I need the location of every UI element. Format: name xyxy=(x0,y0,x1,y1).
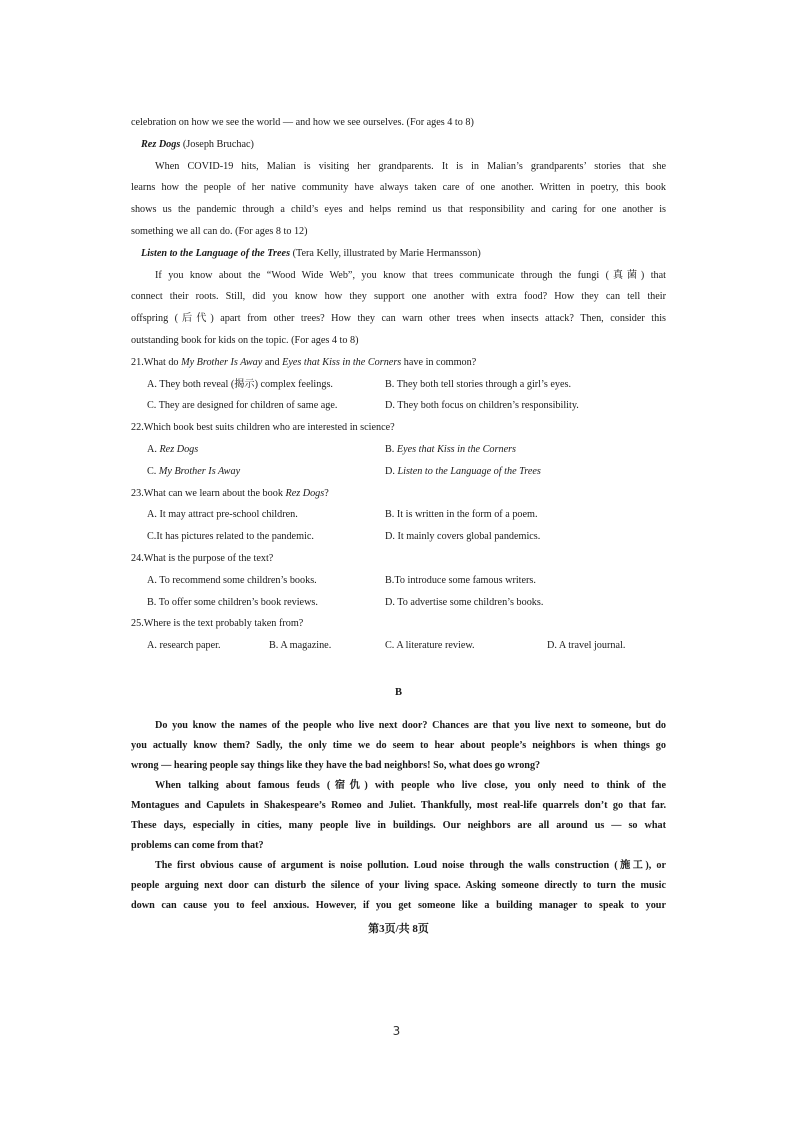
question-24-options-ab xyxy=(131,570,666,592)
option-label: C. xyxy=(147,465,159,477)
option-d xyxy=(385,461,645,483)
option-c: C.It has pictures related to the pandemic. xyxy=(147,531,314,543)
option-d: D. A travel journal. xyxy=(547,640,626,652)
stem-title: My Brother Is Away xyxy=(181,356,263,368)
stem-title: Rez Dogs xyxy=(285,487,325,499)
paragraph-line: you actually know them? Sadly, the only time we do seem to hear about people’s neighbors is when things go xyxy=(131,740,666,751)
option-label: B. xyxy=(385,443,397,455)
paragraph-line: The first obvious cause of argument is noise pollution. Loud noise through the walls construction (施工), or xyxy=(155,860,666,871)
option-b xyxy=(385,439,645,461)
question-22-stem: 22.Which book best suits children who are interested in science? xyxy=(131,422,395,434)
option-title: Listen to the Language of the Trees xyxy=(397,465,541,477)
option-label: A. xyxy=(147,443,160,455)
option-b: B. A magazine. xyxy=(269,640,332,652)
option-b: B. It is written in the form of a poem. xyxy=(385,509,538,521)
paragraph-line: problems can come from that? xyxy=(131,840,264,851)
option-b: B. They both tell stories through a girl’s eyes. xyxy=(385,378,571,390)
paragraph-line: Montagues and Capulets in Shakespeare’s Romeo and Juliet. Thankfully, most real-life quarrels don’t go that far. xyxy=(131,800,666,811)
option-d: D. They both focus on children’s responsibility. xyxy=(385,400,579,412)
paragraph-line: people arguing next door can disturb the silence of your living space. Asking someone directly to turn the music xyxy=(131,880,666,891)
question-23-stem xyxy=(131,483,666,505)
question-25-stem: 25.Where is the text probably taken from? xyxy=(131,618,304,630)
book-heading-rez-dogs xyxy=(131,134,666,156)
paragraph-line: When COVID-19 hits, Malian is visiting her grandparents. It is in Malian’s grandparents’ stories that she xyxy=(155,160,666,172)
question-21-options-ab xyxy=(131,374,666,396)
option-c: C. They are designed for children of same age. xyxy=(147,400,338,412)
paragraph-line: If you know about the “Wood Wide Web”, you know that trees communicate through the fungi (真菌) that xyxy=(155,269,666,281)
book-author: (Tera Kelly, illustrated by Marie Hermansson) xyxy=(290,247,481,259)
paragraph-line: something we all can do. (For ages 8 to 12) xyxy=(131,225,308,237)
option-c: B. To offer some children’s book reviews. xyxy=(147,596,318,608)
book-heading-trees xyxy=(131,243,666,265)
question-25-options xyxy=(131,635,666,657)
question-24-stem: 24.What is the purpose of the text? xyxy=(131,552,274,564)
document-page xyxy=(131,112,666,935)
option-a xyxy=(147,439,385,461)
stem-text: 23.What can we learn about the book xyxy=(131,487,286,499)
passage-b xyxy=(131,716,666,916)
paragraph-line: offspring (后代) apart from other trees? How they can warn other trees when insects attack? Then, consider this xyxy=(131,313,666,325)
option-title: My Brother Is Away xyxy=(158,465,241,477)
paragraph-line: wrong — hearing people say things like they have the bad neighbors! So, what does go wrong? xyxy=(131,760,541,771)
option-title: Rez Dogs xyxy=(159,443,199,455)
paragraph-line: learns how the people of her native community have always taken care of one another. Written in poetry, this book xyxy=(131,182,666,194)
option-a: A. research paper. xyxy=(147,640,221,652)
page-footer: 第3页/共 8页 xyxy=(368,923,429,935)
page-number: 3 xyxy=(392,1024,401,1038)
paragraph-line: shows us the pandemic through a child’s eyes and helps remind us that responsibility and caring for one another is xyxy=(131,204,666,216)
book-title: Listen to the Language of the Trees xyxy=(141,247,291,259)
paragraph-line: connect their roots. Still, did you know how they support one another with extra food? How they can tell their xyxy=(131,291,666,303)
stem-text: and xyxy=(262,356,283,368)
paragraph-line: These days, especially in cities, many people live in buildings. Our neighbors are all around us — so what xyxy=(131,820,666,831)
question-22-options-ab xyxy=(131,439,666,461)
stem-title: Eyes that Kiss in the Corners xyxy=(282,356,402,368)
book-title: Rez Dogs xyxy=(141,138,181,150)
paragraph-line: down can cause you to feel anxious. However, if you get someone like a building manager to speak to your xyxy=(131,900,666,911)
option-d: D. It mainly covers global pandemics. xyxy=(385,531,541,543)
passage-a-intro-end: celebration on how we see the world — and how we see ourselves. (For ages 4 to 8) xyxy=(131,117,474,128)
section-b-heading: B xyxy=(394,687,402,698)
question-21-stem xyxy=(131,352,666,374)
paragraph-line: outstanding book for kids on the topic. (For ages 4 to 8) xyxy=(131,334,359,346)
paragraph-line: When talking about famous feuds (宿仇) with people who live close, you only need to think of the xyxy=(155,780,666,791)
stem-text: 21.What do xyxy=(131,356,182,368)
question-23-options-ab xyxy=(131,504,666,526)
option-a: A. To recommend some children’s books. xyxy=(147,574,317,586)
book-author: (Joseph Bruchac) xyxy=(180,138,254,150)
option-d: D. To advertise some children’s books. xyxy=(385,596,544,608)
option-title: Eyes that Kiss in the Corners xyxy=(396,443,517,455)
option-a: A. They both reveal (揭示) complex feelings. xyxy=(147,378,333,390)
question-24-options-cd xyxy=(131,592,666,614)
question-22-options-cd xyxy=(131,461,666,483)
option-c xyxy=(147,461,385,483)
question-21-options-cd xyxy=(131,395,666,417)
option-b: B.To introduce some famous writers. xyxy=(385,574,536,586)
option-c: C. A literature review. xyxy=(385,640,475,652)
question-23-options-cd xyxy=(131,526,666,548)
stem-text: have in common? xyxy=(401,356,477,368)
option-label: D. xyxy=(385,465,398,477)
paragraph-line: Do you know the names of the people who live next door? Chances are that you live next to someone, but do xyxy=(155,720,666,731)
stem-text: ? xyxy=(324,487,329,499)
option-a: A. It may attract pre-school children. xyxy=(147,509,298,521)
